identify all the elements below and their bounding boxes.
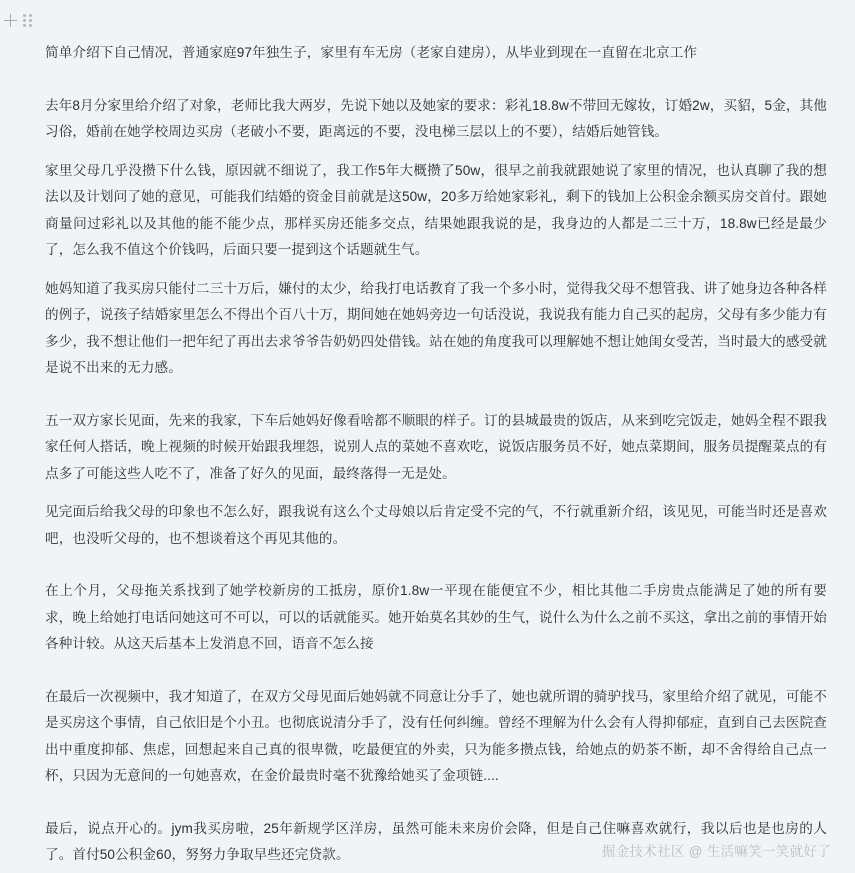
document-content (28, 0, 855, 873)
paragraph: 在上个月，父母拖关系找到了她学校新房的工抵房，原价1.8w一平现在能便宜不少，相比其他二手房贵点能满足了她的所有要求，晚上给她打电话问她这可不可以，可以的话就能买。她开始莫名其妙的生气，说什么为什么之前不买这，拿出之前的事情开始各种计较。从这天后基本上发消息不回，语音不怎么接 (45, 583, 827, 651)
paragraph: 她妈知道了我买房只能付二三十万后，嫌付的太少，给我打电话教育了我一个多小时，觉得我父母不想管我、讲了她身边各种各样的例子，说孩子结婚家里怎么不得出个百八十万，期间她在她妈旁边一句话没说，我说我有能力自己买的起房，父母有多少能力有多少，我不想让他们一把年纪了再出去求爷爷告奶奶四处借钱。站在她的角度我可以理解她不想让她闺女受苦，当时最大的感受就是说不出来的无力感。 (45, 280, 827, 375)
paragraph: 最后，说点开心的。jym我买房啦，25年新规学区洋房，虽然可能未来房价会降，但是自己住嘛喜欢就行，我以后也是也房的人了。首付50公积金60，努努力争取早些还完贷款。 (45, 820, 827, 862)
left-gutter (0, 0, 28, 873)
plus-icon[interactable] (4, 14, 17, 27)
paragraph: 见完面后给我父母的印象也不怎么好，跟我说有这么个丈母娘以后肯定受不完的气，不行就重新介绍，该见见，可能当时还是喜欢吧，也没听父母的，也不想谈着这个再见其他的。 (45, 504, 827, 546)
paragraph: 五一双方家长见面，先来的我家，下车后她妈好像看啥都不顺眼的样子。订的县城最贵的饭店，从来到吃完饭走，她妈全程不跟我家任何人搭话，晚上视频的时候开始跟我埋怨，说别人点的菜她不喜欢吃，说饭店服务员不好，她点菜期间，服务员提醒菜点的有点多了可能这些人吃不了，准备了好久的见面，最终落得一无是处。 (45, 412, 827, 481)
paragraph: 在最后一次视频中，我才知道了，在双方父母见面后她妈就不同意让分手了，她也就所谓的骑驴找马，家里给介绍了就见，可能不是买房这个事情，自己依旧是个小丑。也彻底说清分手了，没有任何纠缠。曾经不理解为什么会有人得抑郁症，直到自己去医院查出中重度抑郁、焦虑，回想起来自己真的很卑微，吃最便宜的外卖，只为能多攒点钱，给她点的奶茶不断，却不舍得给自己点一杯，只因为无意间的一句她喜欢，在金价最贵时毫不犹豫给她买了金项链.... (45, 688, 827, 783)
watermark: 掘金技术社区 @ 生活嘛笑一笑就好了 (601, 844, 831, 859)
paragraph: 简单介绍下自己情况，普通家庭97年独生子，家里有车无房（老家自建房），从毕业到现在一直留在北京工作 (45, 45, 698, 60)
paragraph: 去年8月分家里给介绍了对象，老师比我大两岁，先说下她以及她家的要求：彩礼18.8w不带回无嫁妆，订婚2w，买貂，5金，其他习俗，婚前在她学校周边买房（老破小不要，距离远的不要，没电梯三层以上的不要），结婚后她管钱。 (45, 97, 827, 139)
paragraph: 家里父母几乎没攒下什么钱，原因就不细说了，我工作5年大概攒了50w，很早之前我就跟她说了家里的情况，也认真聊了我的想法以及计划问了她的意见，可能我们结婚的资金目前就是这50w，20多万给她家彩礼，剩下的钱加上公积金余额买房交首付。跟她商量问过彩礼以及其他的能不能少点，那样买房还能多交点，结果她跟我说的是，我身边的人都是二三十万，18.8w已经是最少了，怎么我不值这个价钱吗，后面只要一提到这个话题就生气。 (45, 162, 827, 257)
